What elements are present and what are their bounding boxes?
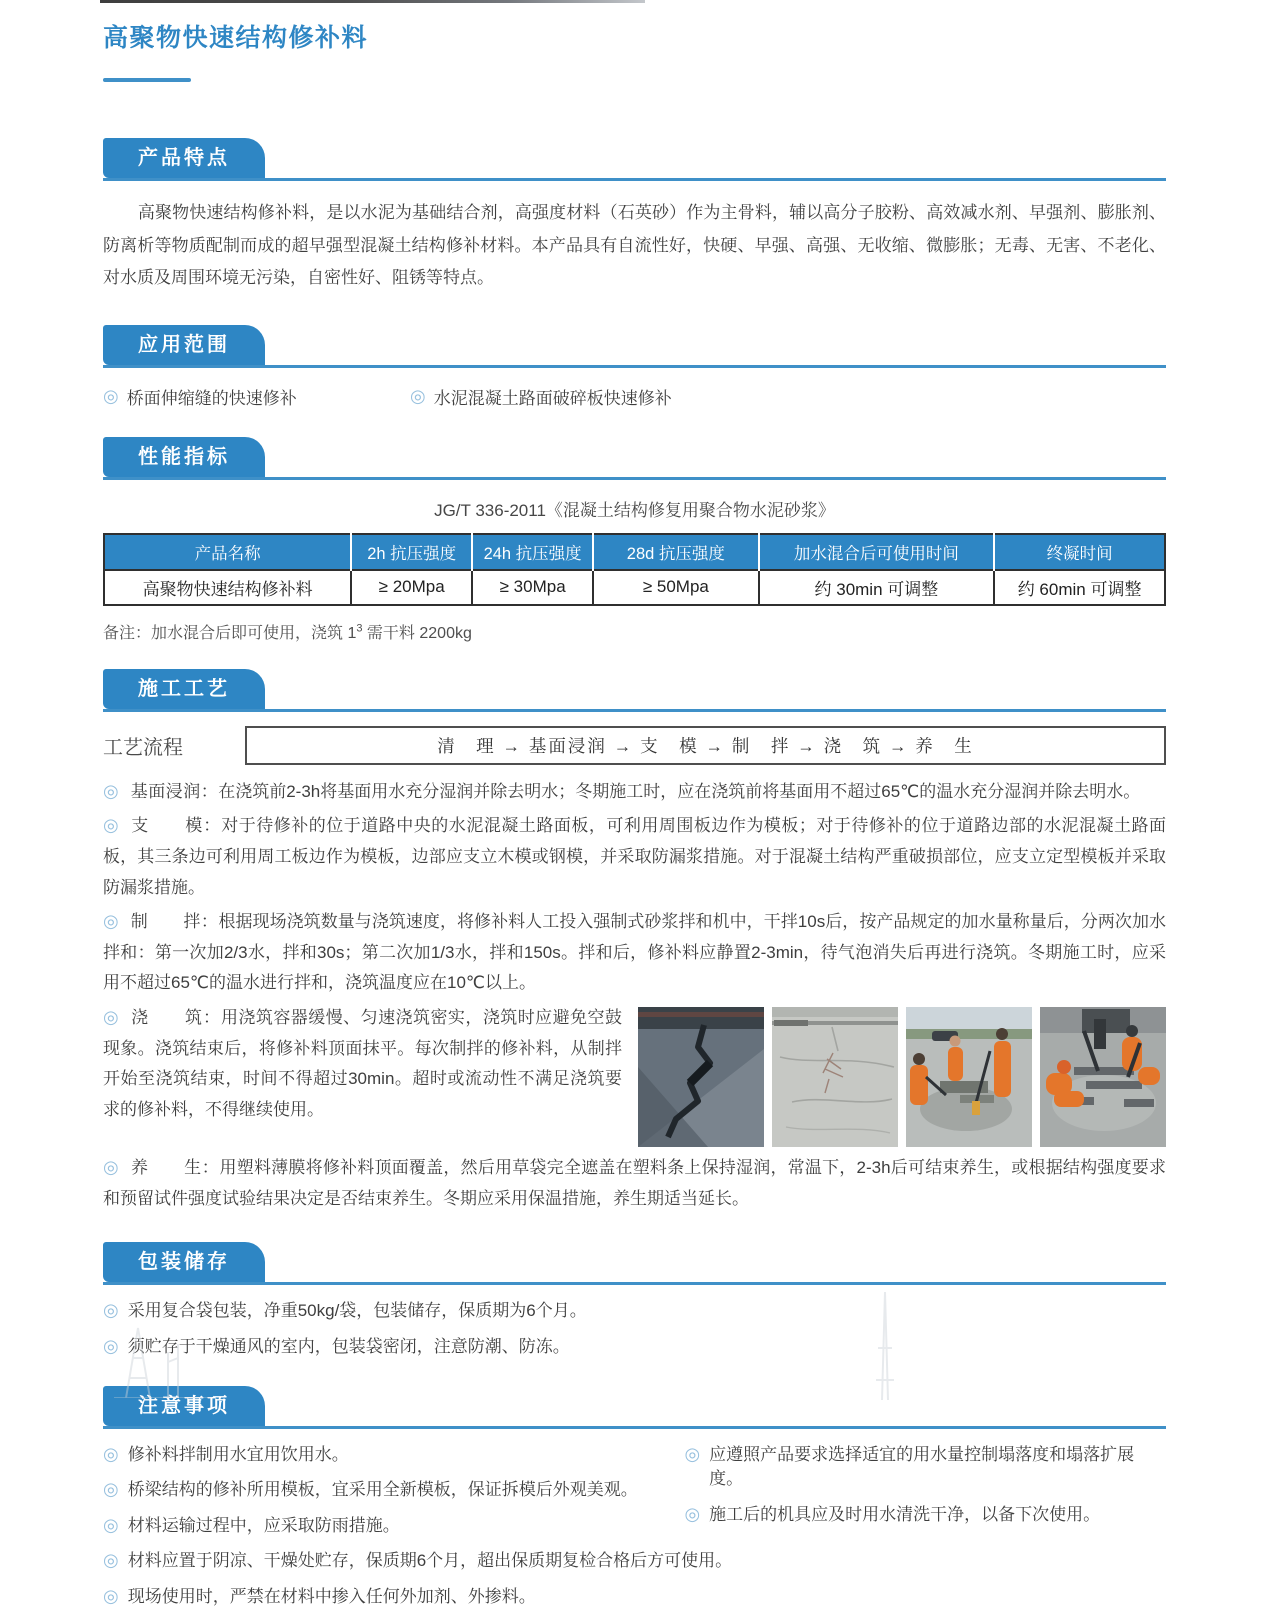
note-item: [103, 1478, 684, 1503]
flow-chart-box: 清 理 → 基面浸润 → 支 模 → 制 拌 → 浇 筑 → 养 生: [245, 726, 1166, 765]
ring-bullet-icon: ◎: [103, 1586, 119, 1607]
application-items: [103, 384, 1166, 409]
title-underline: [103, 78, 191, 82]
page-title: 高聚物快速结构修补料: [103, 24, 369, 52]
ring-bullet-icon: ◎: [103, 815, 120, 836]
table-header-row: [104, 534, 1165, 570]
table-note-text: 需干料 2200kg: [362, 624, 472, 642]
table-note-text: 备注：加水混合后即可使用，浇筑 1: [103, 624, 357, 642]
table-header-cell: 24h 抗压强度: [472, 534, 593, 570]
process-flow-row: [103, 726, 1166, 765]
packaging-item-text: 须贮存于干燥通风的室内，包装袋密闭，注意防潮、防冻。: [127, 1336, 570, 1356]
process-steps: [103, 777, 1166, 1214]
ring-bullet-icon: ◎: [410, 385, 426, 406]
table-cell: 高聚物快速结构修补料: [104, 570, 351, 605]
application-item: [410, 384, 672, 409]
step-text: 用塑料薄膜将修补料顶面覆盖，然后用草袋完全遮盖在塑料条上保持湿润，常温下，2-3h后可结束养生，或根据结构强度要求和预留试件强度试验结果决定是否结束养生。冬期应采用保温措施，养生期适当延长。: [103, 1158, 1167, 1208]
packaging-item: [103, 1299, 1166, 1324]
section-tab-features: 产品特点: [103, 138, 265, 178]
table-header-cell: 产品名称: [104, 534, 351, 570]
process-step: [103, 811, 1166, 903]
process-step: [103, 1003, 1166, 1125]
application-item-label: 水泥混凝土路面破碎板快速修补: [433, 388, 672, 408]
table-header-cell: 加水混合后可使用时间: [759, 534, 995, 570]
table-cell: ≥ 50Mpa: [593, 570, 759, 605]
note-item: [684, 1503, 1166, 1528]
photo-workers-patch-repair: [1040, 1007, 1166, 1147]
section-header-process: [103, 669, 1166, 712]
ring-bullet-icon: ◎: [103, 1479, 119, 1500]
step-label: 浇 筑：: [131, 1008, 221, 1028]
flow-label: 工艺流程: [103, 736, 183, 759]
note-item-text: 桥梁结构的修补所用模板，宜采用全新模板，保证拆模后外观美观。: [127, 1480, 638, 1500]
ring-bullet-icon: ◎: [103, 1335, 119, 1356]
table-header-cell: 终凝时间: [994, 534, 1165, 570]
section-tab-packaging: 包装储存: [103, 1242, 265, 1282]
notes-column-left: [103, 1443, 684, 1550]
table-row: [104, 570, 1165, 605]
note-item: [103, 1585, 1166, 1610]
step-text: 用浇筑容器缓慢、匀速浇筑密实，浇筑时应避免空鼓现象。浇筑结束后，将修补料顶面抹平。每次制拌的修补料，从制拌开始至浇筑结束，时间不得超过30min。超时或流动性不满足浇筑要求的修补料，不得继续使用。: [103, 1008, 623, 1119]
note-item-text: 修补料拌制用水宜用饮用水。: [127, 1444, 349, 1464]
note-item-text: 材料运输过程中，应采取防雨措施。: [127, 1515, 400, 1535]
table-note-superscript: 3: [356, 622, 363, 635]
ring-bullet-icon: ◎: [103, 385, 119, 406]
ring-bullet-icon: ◎: [103, 1514, 119, 1535]
ring-bullet-icon: ◎: [103, 1300, 119, 1321]
ring-bullet-icon: ◎: [103, 1007, 120, 1028]
step-text: 根据现场浇筑数量与浇筑速度，将修补料人工投入强制式砂浆拌和机中，干拌10s后，按产品规定的加水量称量后，分两次加水拌和：第一次加2/3水，拌和30s；第二次加1/3水，拌和150s。拌和后，修补料应静置2-3min，待气泡消失后再进行浇筑。冬期施工时，应采用不超过65℃的温水进行拌和，浇筑温度应在10℃以上。: [103, 912, 1166, 993]
notes-grid: [103, 1443, 1166, 1550]
table-cell: ≥ 20Mpa: [351, 570, 472, 605]
note-item: [103, 1549, 1166, 1574]
table-cell: ≥ 30Mpa: [472, 570, 593, 605]
table-header-cell: 2h 抗压强度: [351, 534, 472, 570]
step-label: 基面浸润：: [130, 781, 219, 801]
step-label: 制 拌：: [130, 912, 219, 932]
ring-bullet-icon: ◎: [103, 1550, 119, 1571]
ring-bullet-icon: ◎: [103, 911, 119, 932]
section-tab-application: 应用范围: [103, 325, 265, 365]
note-item: [103, 1443, 684, 1468]
photo-dark-cracked-pavement: [638, 1007, 764, 1147]
photo-light-cracked-concrete: [772, 1007, 898, 1147]
section-tab-notes: 注意事项: [103, 1386, 265, 1426]
features-paragraph: 高聚物快速结构修补料，是以水泥为基础结合剂，高强度材料（石英砂）作为主骨料，辅以高分子胶粉、高效减水剂、早强剂、膨胀剂、防离析等物质配制而成的超早强型混凝土结构修补材料。本产品具有自流性好，快硬、早强、高强、无收缩、微膨胀；无毒、无害、不老化、对水质及周围环境无污染，自密性好、阻锈等特点。: [103, 203, 1166, 288]
watermark-sketch-right: [862, 1288, 908, 1400]
table-cell: 约 60min 可调整: [994, 570, 1165, 605]
step-label: 支 模：: [131, 816, 222, 836]
process-step: [103, 777, 1166, 808]
section-tab-performance: 性能指标: [103, 437, 265, 477]
packaging-item: [103, 1335, 1166, 1360]
table-header-cell: 28d 抗压强度: [593, 534, 759, 570]
application-item-label: 桥面伸缩缝的快速修补: [126, 388, 297, 408]
application-item: [103, 384, 410, 409]
note-item: [103, 1514, 684, 1539]
table-cell: 约 30min 可调整: [759, 570, 995, 605]
note-item-text: 施工后的机具应及时用水清洗干净，以备下次使用。: [709, 1504, 1101, 1524]
ring-bullet-icon: ◎: [103, 1157, 119, 1178]
section-header-application: [103, 325, 1166, 368]
step-text: 对于待修补的位于道路中央的水泥混凝土路面板，可利用周围板边作为模板；对于待修补的位于道路边部的水泥混凝土路面板，其三条边可利用周工板边作为模板，边部应支立木模或钢模，并采取防漏浆措施。对于混凝土结构严重破损部位，应支立定型模板并采取防漏浆措施。: [103, 816, 1167, 897]
performance-table: [103, 533, 1166, 606]
standard-reference: JG/T 336-2011《混凝土结构修复用聚合物水泥砂浆》: [434, 500, 835, 520]
note-item-text: 材料应置于阴凉、干燥处贮存，保质期6个月，超出保质期复检合格后方可使用。: [127, 1551, 733, 1571]
note-item-text: 应遵照产品要求选择适宜的用水量控制塌落度和塌落扩展度。: [709, 1444, 1135, 1489]
ring-bullet-icon: ◎: [684, 1443, 701, 1464]
notes-column-right: [684, 1443, 1166, 1550]
section-header-features: [103, 138, 1166, 181]
ring-bullet-icon: ◎: [684, 1503, 701, 1524]
note-item-text: 现场使用时，严禁在材料中掺入任何外加剂、外掺料。: [127, 1587, 536, 1607]
section-header-notes: [103, 1386, 1166, 1429]
watermark-sketch-left: [108, 1322, 218, 1398]
section-header-packaging: [103, 1242, 1166, 1285]
document-page: [103, 0, 1166, 1610]
photo-workers-roadside-repair: [906, 1007, 1032, 1147]
packaging-item-text: 采用复合袋包装，净重50kg/袋，包装储存，保质期为6个月。: [127, 1301, 587, 1321]
packaging-items: [103, 1299, 1166, 1359]
ring-bullet-icon: ◎: [103, 1443, 119, 1464]
note-item: [684, 1443, 1166, 1492]
step-label: 养 生：: [130, 1158, 220, 1178]
table-note: [103, 620, 1166, 643]
section-header-performance: [103, 437, 1166, 480]
process-step: [103, 907, 1166, 999]
ring-bullet-icon: ◎: [103, 780, 119, 801]
step-text: 在浇筑前2-3h将基面用水充分湿润并除去明水；冬期施工时，应在浇筑前将基面用不超过65℃的温水充分湿润并除去明水。: [218, 781, 1141, 801]
process-step: [103, 1153, 1166, 1214]
section-tab-process: 施工工艺: [103, 669, 265, 709]
site-photos-strip: [638, 1007, 1166, 1147]
